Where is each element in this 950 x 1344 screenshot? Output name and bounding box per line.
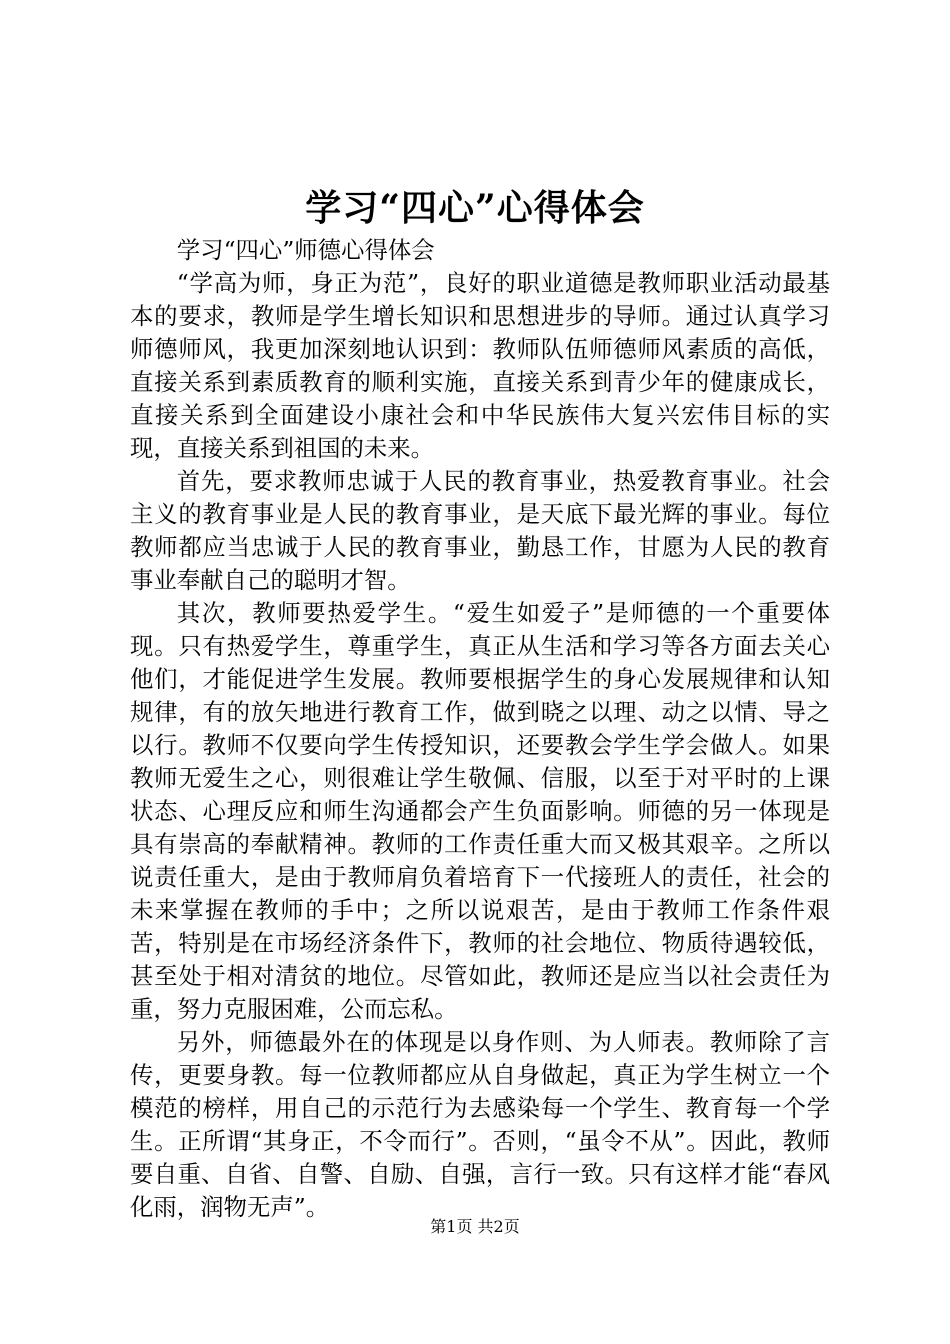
paragraph-second: 其次，教师要热爱学生。“爱生如爱子”是师德的一个重要体现。只有热爱学生，尊重学生，真正从生活和学习等各方面去关心他们，才能促进学生发展。教师要根据学生的身心发展规律和认知规律，有的放矢地进行教育工作，做到晓之以理、动之以情、导之以行。教师不仅要向学生传授知识，还要教会学生学会做人。如果教师无爱生之心，则很难让学生敬佩、信服，以至于对平时的上课状态、心理反应和师生沟通都会产生负面影响。师德的另一体现是具有崇高的奉献精神。教师的工作责任重大而又极其艰辛。之所以说责任重大，是由于教师肩负着培育下一代接班人的责任，社会的未来掌握在教师的手中；之所以说艰苦，是由于教师工作条件艰苦，特别是在市场经济条件下，教师的社会地位、物质待遇较低，甚至处于相对清贫的地位。尽管如此，教师还是应当以社会责任为重，努力克服困难，公而忘私。 bbox=[130, 599, 830, 1023]
paragraph-intro: “学高为师，身正为范”，良好的职业道德是教师职业活动最基本的要求，教师是学生增长知识和思想进步的导师。通过认真学习师德师风，我更加深刻地认识到：教师队伍师德师风素质的高低，直接关系到素质教育的顺利实施，直接关系到青少年的健康成长，直接关系到全面建设小康社会和中华民族伟大复兴宏伟目标的实现，直接关系到祖国的未来。 bbox=[130, 269, 830, 462]
paragraph-third: 另外，师德最外在的体现是以身作则、为人师表。教师除了言传，更要身教。每一位教师都应从自身做起，真正为学生树立一个模范的榜样，用自己的示范行为去感染每一个学生、教育每一个学生。正所谓“其身正，不令而行”。否则，“虽令不从”。因此，教师要自重、自省、自警、自励、自强，言行一致。只有这样才能“春风化雨，润物无声”。 bbox=[130, 1028, 830, 1221]
paragraph-first: 首先，要求教师忠诚于人民的教育事业，热爱教育事业。社会主义的教育事业是人民的教育事业，是天底下最光辉的事业。每位教师都应当忠诚于人民的教育事业，勤恳工作，甘愿为人民的教育事业奉献自己的聪明才智。 bbox=[130, 467, 830, 594]
page-footer: 第1页 共2页 bbox=[430, 1217, 520, 1236]
subtitle-paragraph: 学习“四心”师德心得体会 bbox=[176, 236, 435, 264]
document-body bbox=[130, 234, 830, 1224]
document-title: 学习“四心”心得体会 bbox=[305, 187, 645, 229]
